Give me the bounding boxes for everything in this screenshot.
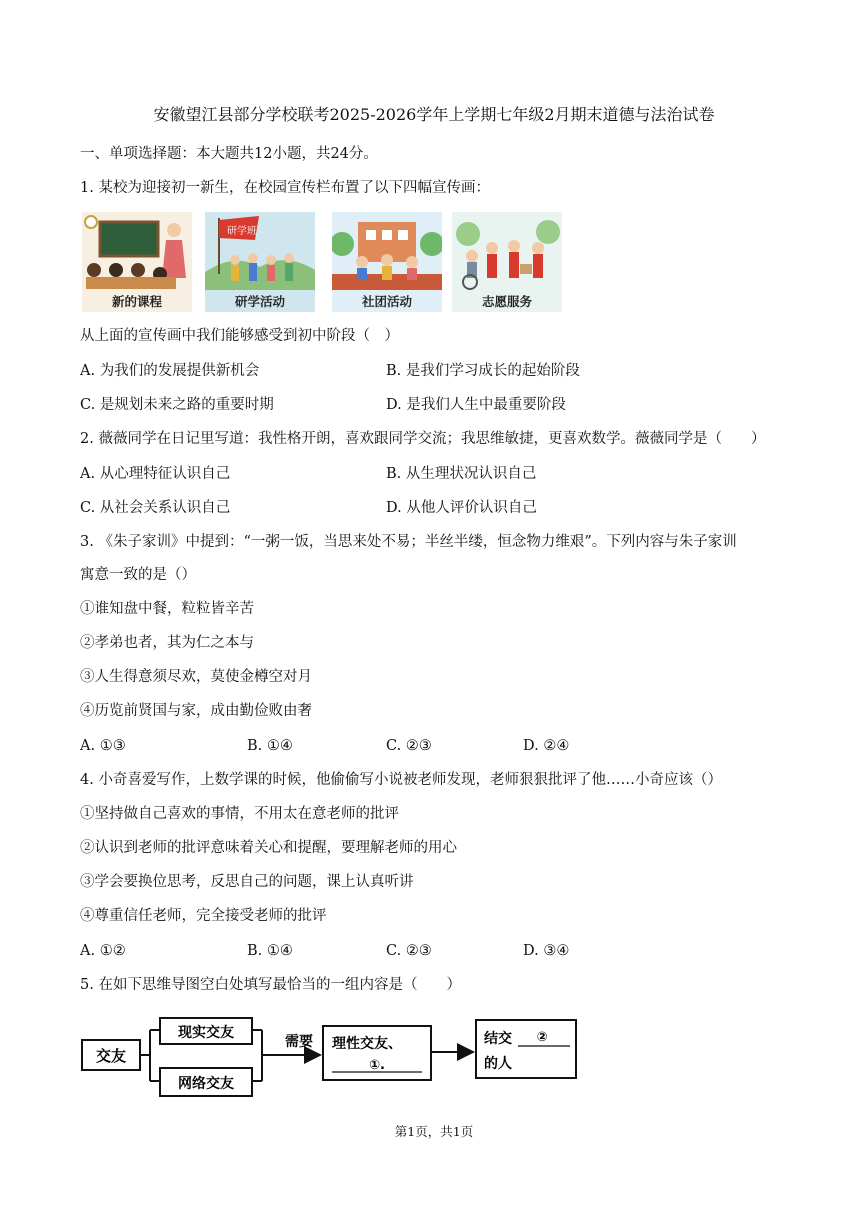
mind-map-blank-1: ①. — [369, 1058, 385, 1073]
mind-map-diagram — [80, 1016, 580, 1100]
q4-item-1: ①坚持做自己喜欢的事情，不用太在意老师的批评 — [80, 806, 399, 822]
exam-title: 安徽望江县部分学校联考2025-2026学年上学期七年级2月期末道德与法治试卷 — [153, 105, 715, 124]
q3-option-d: D. ②④ — [523, 738, 570, 754]
q2-option-c: C. 从社会关系认识自己 — [80, 500, 231, 516]
mind-map-right-text-2: 的人 — [484, 1056, 512, 1072]
mind-map-right-text: 结交 — [484, 1031, 512, 1047]
poster-new-courses — [82, 212, 192, 312]
q3-option-c: C. ②③ — [386, 738, 432, 754]
q2-option-b: B. 从生理状况认识自己 — [386, 466, 537, 482]
poster-caption: 志愿服务 — [481, 294, 532, 309]
q3-item-4: ④历览前贤国与家，成由勤俭败由奢 — [80, 703, 312, 719]
q1-option-d: D. 是我们人生中最重要阶段 — [386, 397, 566, 413]
q2-option-d: D. 从他人评价认识自己 — [386, 500, 537, 516]
q3-stem-line1: 3. 《朱子家训》中提到：“一粥一饭，当思来处不易；半丝半缕，恒念物力维艰”。下列内容与朱子家训 — [80, 534, 737, 550]
mind-map-root: 交友 — [95, 1047, 127, 1065]
q1-follow-up: 从上面的宣传画中我们能够感受到初中阶段（ ） — [80, 328, 399, 344]
mind-map-branch-top: 现实交友 — [178, 1025, 234, 1041]
page-footer: 第1页，共1页 — [394, 1124, 474, 1139]
q5-stem: 5. 在如下思维导图空白处填写最恰当的一组内容是（ ） — [80, 977, 461, 993]
q1-option-b: B. 是我们学习成长的起始阶段 — [386, 363, 580, 379]
mind-map-blank-2: ② — [536, 1030, 548, 1045]
poster-study-trip — [205, 212, 315, 312]
flag-text: 研学班 — [227, 226, 257, 237]
q1-option-a: A. 为我们的发展提供新机会 — [80, 363, 260, 379]
q2-option-a: A. 从心理特征认识自己 — [80, 466, 231, 482]
poster-volunteer-service — [452, 212, 562, 312]
friendship-mind-map — [80, 1016, 580, 1100]
q4-stem: 4. 小奇喜爱写作，上数学课的时候，他偷偷写小说被老师发现，老师狠狠批评了他……小奇应该（） — [80, 772, 722, 788]
q4-item-3: ③学会要换位思考，反思自己的问题，课上认真听讲 — [80, 874, 414, 890]
poster-club-activities — [332, 212, 442, 312]
q3-item-2: ②孝弟也者，其为仁之本与 — [80, 635, 254, 651]
q4-option-c: C. ②③ — [386, 943, 432, 959]
q3-stem-line2: 寓意一致的是（） — [80, 567, 196, 583]
q1-stem: 1. 某校为迎接初一新生，在校园宣传栏布置了以下四幅宣传画： — [80, 180, 490, 196]
poster-caption: 社团活动 — [361, 294, 412, 309]
q2-stem: 2. 薇薇同学在日记里写道：我性格开朗，喜欢跟同学交流；我思维敏捷，更喜欢数学。薇薇同学是（ ） — [80, 431, 766, 447]
q3-option-b: B. ①④ — [247, 738, 293, 754]
q4-option-b: B. ①④ — [247, 943, 293, 959]
q4-option-a: A. ①② — [80, 943, 126, 959]
q1-option-c: C. 是规划未来之路的重要时期 — [80, 397, 274, 413]
mind-map-branch-bottom: 网络交友 — [178, 1076, 234, 1092]
q3-item-3: ③人生得意须尽欢，莫使金樽空对月 — [80, 669, 312, 685]
q3-item-1: ①谁知盘中餐，粒粒皆辛苦 — [80, 601, 254, 617]
q4-item-4: ④尊重信任老师，完全接受老师的批评 — [80, 908, 327, 924]
mind-map-arrow-label: 需要 — [285, 1034, 313, 1050]
section-heading: 一、单项选择题：本大题共12小题，共24分。 — [80, 146, 378, 162]
q1-posters — [82, 212, 562, 312]
q4-option-d: D. ③④ — [523, 943, 570, 959]
poster-caption: 研学活动 — [234, 294, 285, 309]
mind-map-middle-text: 理性交友、 — [332, 1036, 402, 1052]
q4-item-2: ②认识到老师的批评意味着关心和提醒，要理解老师的用心 — [80, 840, 457, 856]
q3-option-a: A. ①③ — [80, 738, 126, 754]
poster-caption: 新的课程 — [111, 294, 162, 309]
